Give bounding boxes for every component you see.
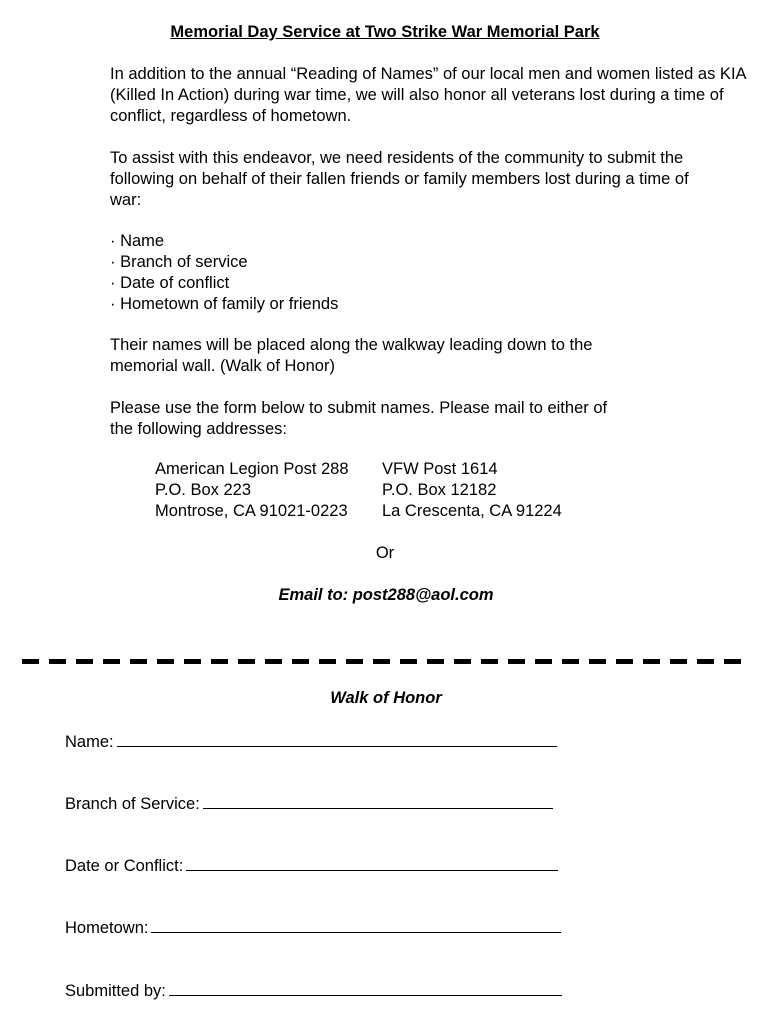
list-item: · Hometown of family or friends xyxy=(110,295,339,313)
name-label: Name: xyxy=(65,733,114,751)
list-item: · Branch of service xyxy=(110,253,248,271)
intro-paragraph: In addition to the annual “Reading of Names” of our local men and women listed as KIA (Killed In Action) during war time, we will also honor all veterans lost during a time of conflict, regardless of hometown. xyxy=(110,65,746,125)
submitted-by-field xyxy=(65,980,562,1002)
page-title: Memorial Day Service at Two Strike War Memorial Park xyxy=(170,23,600,41)
branch-label: Branch of Service: xyxy=(65,795,200,813)
address-line: La Crescenta, CA 91224 xyxy=(382,502,562,520)
date-label: Date or Conflict: xyxy=(65,857,184,875)
submission-list xyxy=(110,231,338,315)
mail-paragraph: Please use the form below to submit names. Please mail to either of the following addresses: xyxy=(110,399,608,438)
branch-field xyxy=(65,793,553,815)
list-item: · Name xyxy=(110,232,165,250)
submitted-by-label: Submitted by: xyxy=(65,982,166,1000)
hometown-field xyxy=(65,917,561,939)
address-line: P.O. Box 12182 xyxy=(382,481,497,499)
address-line: American Legion Post 288 xyxy=(155,460,349,478)
date-field xyxy=(65,855,558,877)
branch-blank-line[interactable] xyxy=(203,793,553,809)
address-line: Montrose, CA 91021-0223 xyxy=(155,502,348,520)
hometown-label: Hometown: xyxy=(65,919,149,937)
hometown-blank-line[interactable] xyxy=(151,917,561,933)
address-vfw xyxy=(382,459,562,522)
name-blank-line[interactable] xyxy=(117,731,557,747)
form-title: Walk of Honor xyxy=(330,689,442,707)
submitted-by-blank-line[interactable] xyxy=(169,980,562,996)
address-line: VFW Post 1614 xyxy=(382,460,498,478)
cut-line-divider xyxy=(22,659,750,664)
date-blank-line[interactable] xyxy=(186,855,558,871)
name-field xyxy=(65,731,557,753)
assist-paragraph: To assist with this endeavor, we need residents of the community to submit the following on behalf of their fallen friends or family members lost during a time of war: xyxy=(110,149,689,209)
placement-paragraph: Their names will be placed along the walkway leading down to the memorial wall. (Walk of Honor) xyxy=(110,336,593,375)
address-legion xyxy=(155,459,349,522)
email-link[interactable]: Email to: post288@aol.com xyxy=(278,586,494,604)
list-item: · Date of conflict xyxy=(110,274,230,292)
or-text: Or xyxy=(375,544,395,562)
address-line: P.O. Box 223 xyxy=(155,481,252,499)
